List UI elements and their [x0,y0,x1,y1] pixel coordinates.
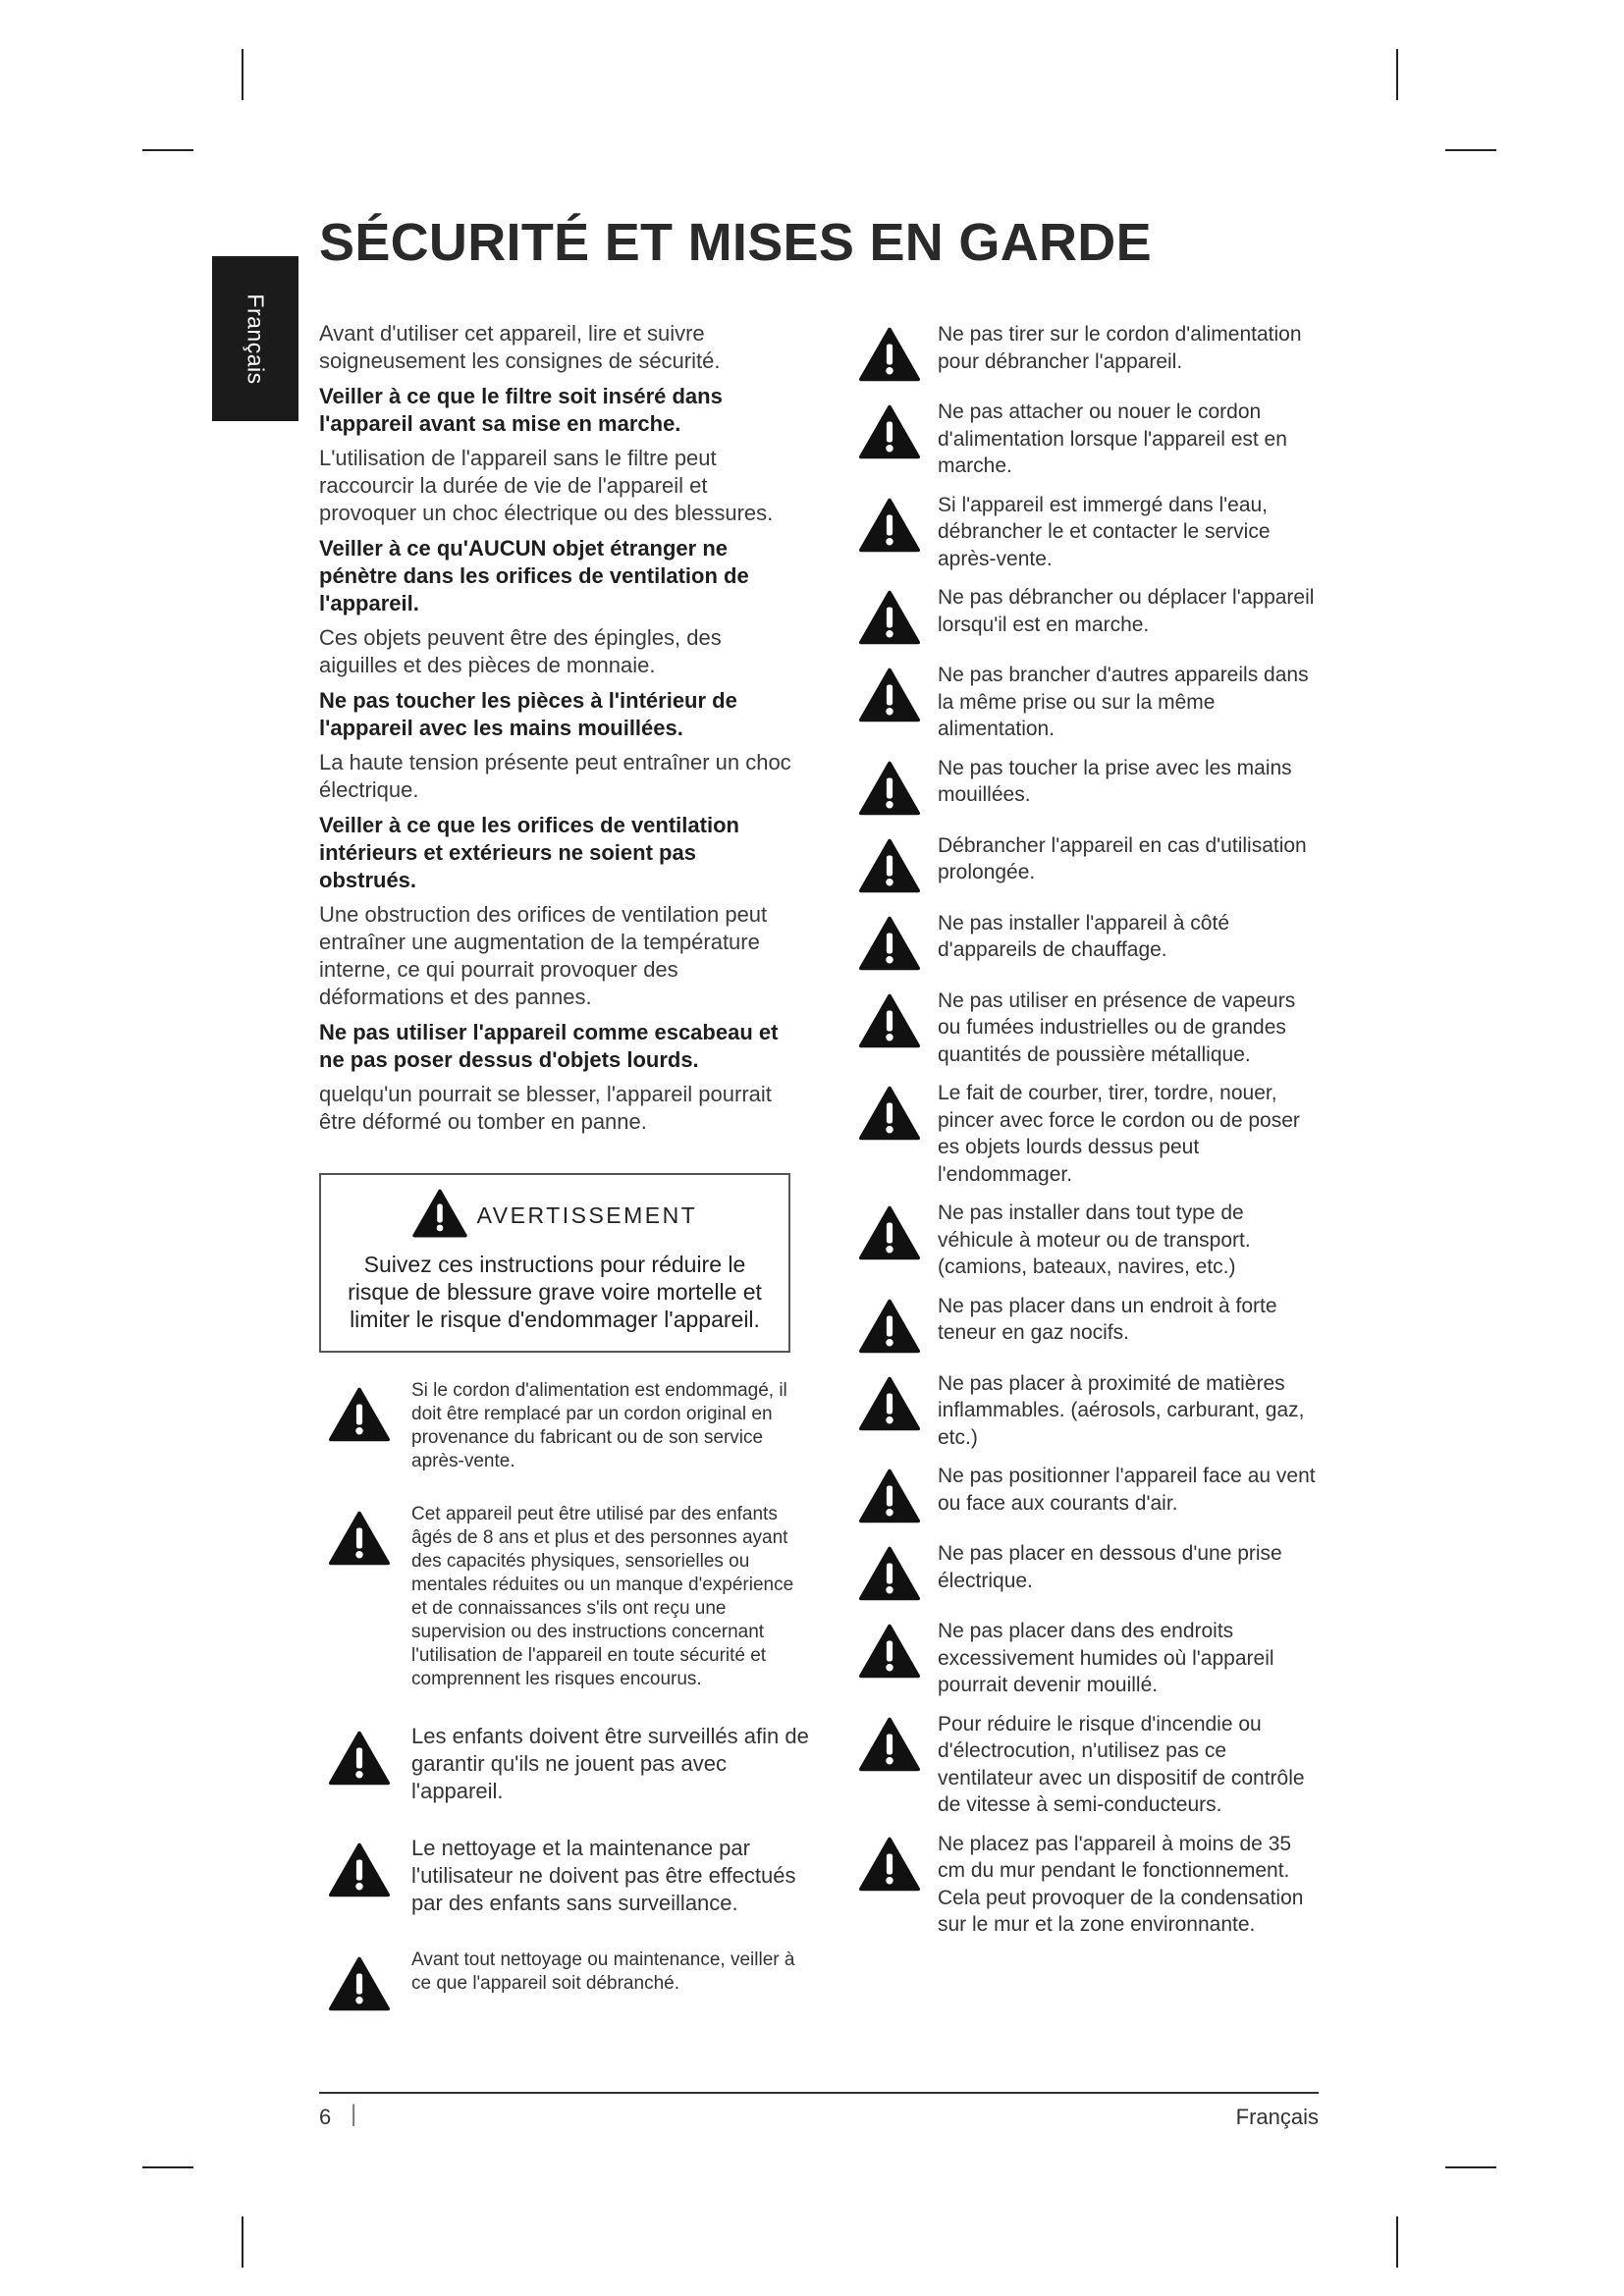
warning-box-header [321,1189,788,1243]
warning-text: Si le cordon d'alimentation est endommagé, il doit être remplacé par un cordon original en provenance du fabricant ou de son service après-vente. [411,1380,787,1471]
warning-triangle-icon [859,1711,938,1777]
warning-item [859,755,1321,821]
page-separator: | [351,2101,357,2127]
warning-item [329,1723,810,1805]
warning-item [859,1370,1321,1452]
crop-mark [242,2216,244,2268]
warning-text: Pour réduire le risque d'incendie ou d'électrocution, n'utilisez pas ce ventilateur avec un dispositif de contrôle de vitesse à semi-conducteurs. [938,1712,1305,1816]
warning-triangle-icon [859,321,938,387]
warning-triangle-icon [859,1463,938,1528]
warning-triangle-icon [329,1503,411,1571]
warning-text: Les enfants doivent être surveillés afin de garantir qu'ils ne jouent pas avec l'appareil. [411,1724,809,1803]
warning-text: Ne pas installer l'appareil à côté d'appareils de chauffage. [938,911,1230,961]
intro-section [319,320,795,1144]
instruction-heading: Ne pas toucher les pièces à l'intérieur de l'appareil avec les mains mouillées. [319,688,737,740]
warning-triangle-icon [859,584,938,650]
warning-item [329,1835,810,1917]
instruction-heading: Veiller à ce qu'AUCUN objet étranger ne pénètre dans les orifices de ventilation de l'appareil. [319,536,749,615]
warning-triangle-icon [859,399,938,464]
crop-mark [1396,49,1398,100]
instruction-heading: Veiller à ce que le filtre soit inséré dans l'appareil avant sa mise en marche. [319,384,723,436]
warning-triangle-icon [859,1293,938,1359]
warning-item [859,492,1321,573]
instruction-text: Une obstruction des orifices de ventilation peut entraîner une augmentation de la température interne, ce qui pourrait provoquer des déformations et des pannes. [319,902,768,1009]
warning-text: Avant tout nettoyage ou maintenance, veiller à ce que l'appareil soit débranché. [411,1949,795,1994]
crop-mark [142,2166,193,2168]
warning-item [859,1080,1321,1188]
warning-triangle-icon [329,1949,411,2016]
warning-triangle-icon [859,1080,938,1146]
footer-rule [319,2092,1319,2094]
left-warning-list [329,1379,810,2016]
warning-text: Débrancher l'appareil en cas d'utilisation prolongée. [938,833,1307,883]
warning-text: Ne pas toucher la prise avec les mains mouillées. [938,756,1292,806]
warning-text: Si l'appareil est immergé dans l'eau, débrancher le et contacter le service après-vente. [938,493,1271,570]
page-title: SÉCURITÉ ET MISES EN GARDE [319,213,1152,272]
warning-box-label: AVERTISSEMENT [476,1202,698,1228]
warning-triangle-icon [859,492,938,558]
warning-triangle-icon [859,832,938,898]
warning-text: Le nettoyage et la maintenance par l'utilisateur ne doivent pas être effectués par des enfants sans surveillance. [411,1836,796,1915]
crop-mark [1445,2166,1496,2168]
warning-text: Ne pas tirer sur le cordon d'alimentation pour débrancher l'appareil. [938,323,1302,373]
right-warning-list [859,321,1321,1950]
language-tab [212,256,298,421]
warning-item [859,988,1321,1069]
warning-item [859,910,1321,976]
warning-item [859,321,1321,387]
instruction-text: Avant d'utiliser cet appareil, lire et suivre soigneusement les consignes de sécurité. [319,321,721,373]
warning-item [859,1540,1321,1606]
warning-triangle-icon [859,1831,938,1896]
warning-triangle-icon [859,910,938,976]
warning-item [329,1503,810,1691]
warning-text: Ne placez pas l'appareil à moins de 35 cm du mur pendant le fonctionnement. Cela peut provoquer de la condensation sur le mur et la zone environnante. [938,1832,1304,1936]
warning-item [329,1379,810,1473]
warning-item [859,399,1321,480]
warning-text: Ne pas placer dans des endroits excessivement humides où l'appareil pourrait devenir mouillé. [938,1620,1274,1696]
warning-triangle-icon [412,1189,467,1243]
warning-text: Ne pas placer à proximité de matières inflammables. (aérosols, carburant, gaz, etc.) [938,1371,1305,1449]
warning-triangle-icon [329,1835,411,1902]
crop-mark [142,149,193,151]
warning-item [329,1949,810,2016]
warning-triangle-icon [859,1540,938,1606]
warning-item [859,1293,1321,1359]
warning-item [859,832,1321,898]
warning-item [859,1831,1321,1939]
instruction-heading: Ne pas utiliser l'appareil comme escabeau et ne pas poser dessus d'objets lourds. [319,1020,779,1072]
warning-item [859,662,1321,743]
warning-box [319,1173,790,1353]
warning-text: Le fait de courber, tirer, tordre, nouer, pincer avec force le cordon ou de poser es objets lourds dessus peut l'endommager. [938,1082,1300,1186]
crop-mark [1445,149,1496,151]
warning-text: Ne pas utiliser en présence de vapeurs ou fumées industrielles ou de grandes quantités de poussière métallique. [938,988,1296,1066]
warning-triangle-icon [859,988,938,1053]
warning-item [859,584,1321,650]
warning-box-text: Suivez ces instructions pour réduire le risque de blessure grave voire mortelle et limiter le risque d'endommager l'appareil. [348,1252,762,1332]
warning-item [859,1618,1321,1699]
warning-text: Cet appareil peut être utilisé par des enfants âgés de 8 ans et plus et des personnes ayant des capacités physiques, sensorielles ou mentales réduites ou un manque d'expérience et de connaissances s'ils ont reçu une supervision ou des instructions concernant l'utilisation de l'appareil en toute sécurité et comprennent les risques encourus. [411,1504,794,1689]
warning-triangle-icon [329,1379,411,1447]
instruction-text: L'utilisation de l'appareil sans le filtre peut raccourcir la durée de vie de l'appareil et provoquer un choc électrique ou des blessures. [319,446,774,525]
page-number: 6 [319,2105,332,2129]
warning-text: Ne pas positionner l'appareil face au vent ou face aux courants d'air. [938,1465,1316,1515]
crop-mark [242,49,244,100]
warning-item [859,1711,1321,1819]
language-tab-label: Français [243,293,269,385]
warning-triangle-icon [859,1618,938,1683]
instruction-heading: Veiller à ce que les orifices de ventilation intérieurs et extérieurs ne soient pas obstrués. [319,813,739,892]
crop-mark [1396,2216,1398,2268]
warning-item [859,1200,1321,1281]
warning-triangle-icon [859,662,938,727]
warning-text: Ne pas placer dans un endroit à forte teneur en gaz nocifs. [938,1294,1277,1344]
warning-triangle-icon [859,1370,938,1436]
instruction-text: Ces objets peuvent être des épingles, des aiguilles et des pièces de monnaie. [319,625,722,677]
warning-text: Ne pas installer dans tout type de véhicule à moteur ou de transport. (camions, bateaux, navires, etc.) [938,1201,1251,1278]
warning-triangle-icon [859,1200,938,1265]
instruction-text: La haute tension présente peut entraîner un choc électrique. [319,750,791,802]
warning-text: Ne pas débrancher ou déplacer l'appareil lorsqu'il est en marche. [938,586,1315,636]
warning-text: Ne pas attacher ou nouer le cordon d'alimentation lorsque l'appareil est en marche. [938,400,1287,477]
warning-text: Ne pas placer en dessous d'une prise électrique. [938,1542,1282,1592]
warning-item [859,1463,1321,1528]
warning-triangle-icon [859,755,938,821]
warning-triangle-icon [329,1723,411,1790]
warning-text: Ne pas brancher d'autres appareils dans la même prise ou sur la même alimentation. [938,664,1309,740]
instruction-text: quelqu'un pourrait se blesser, l'appareil pourrait être déformé ou tomber en panne. [319,1082,772,1134]
footer-language: Français [1235,2105,1319,2129]
